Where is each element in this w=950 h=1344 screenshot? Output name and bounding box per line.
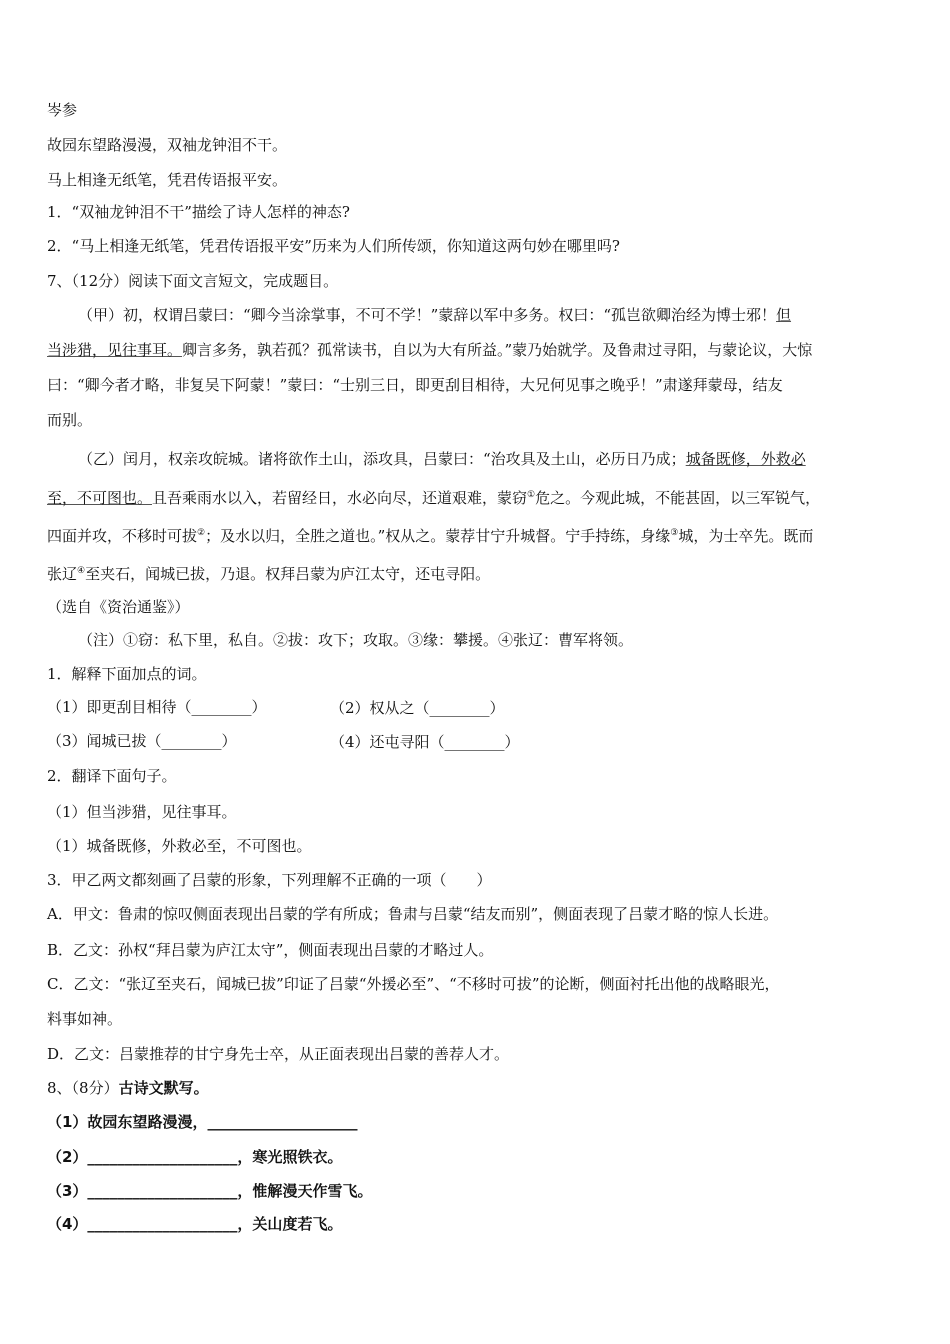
poem-author: 岑参 — [47, 101, 78, 119]
recite-item: （4）____________________，关山度若飞。 — [47, 1215, 343, 1233]
translate-item: （1）但当涉猎，见往事耳。 — [47, 803, 237, 821]
text: （乙）闰月，权亲攻皖城。诸将欲作土山，添攻具，吕蒙曰：“治攻具及土山，必历日乃成； — [78, 450, 686, 468]
text: 张辽 — [47, 565, 78, 583]
recite-item: （1）故园东望路漫漫，____________________ — [47, 1113, 358, 1131]
option-c: C．乙文：“张辽至夹石，闻城已拔”印证了吕蒙“外援必至”、“不移时可拔”的论断，侧面衬托出他的战略眼光， — [47, 975, 780, 993]
text: ；及水以归，全胜之道也。”权从之。蒙荐甘宁升城督。宁手持练，身缘 — [205, 527, 671, 545]
question-heading: 7、（12分）阅读下面文言短文，完成题目。 — [47, 272, 339, 290]
blank-item: （2）权从之（________） — [330, 699, 505, 717]
sub-question: 1．解释下面加点的词。 — [47, 665, 207, 683]
question: 1．“双袖龙钟泪不干”描绘了诗人怎样的神态? — [47, 203, 350, 221]
text: 四面并攻，不移时可拔 — [47, 527, 198, 545]
option-d: D．乙文：吕蒙推荐的甘宁身先士卒，从正面表现出吕蒙的善荐人才。 — [47, 1045, 510, 1063]
poem-line: 故园东望路漫漫，双袖龙钟泪不干。 — [47, 136, 288, 154]
footnote-mark: ④ — [77, 566, 86, 576]
text: 卿言多务，孰若孤？孤常读书，自以为大有所益。”蒙乃始就学。及鲁肃过寻阳，与蒙论议，大惊 — [182, 341, 813, 359]
option-a: A．甲文：鲁肃的惊叹侧面表现出吕蒙的学有所成；鲁肃与吕蒙“结友而别”，侧面表现了吕蒙才略的惊人长进。 — [47, 905, 779, 923]
footnote-mark: ② — [197, 528, 206, 538]
footnote-mark: ③ — [670, 528, 679, 538]
question-heading — [47, 1078, 209, 1098]
option-b: B．乙文：孙权“拜吕蒙为庐江太守”，侧面表现出吕蒙的才略过人。 — [47, 941, 494, 959]
blank-item: （4）还屯寻阳（________） — [330, 733, 520, 751]
footnote-mark: ① — [527, 490, 536, 500]
text: 古诗文默写。 — [118, 1079, 209, 1097]
sub-question: 2．翻译下面句子。 — [47, 767, 177, 785]
recite-item: （2）____________________，寒光照铁衣。 — [47, 1148, 343, 1166]
text: （甲）初，权谓吕蒙曰：“卿今当涂掌事，不可不学！”蒙辞以军中多务。权曰：“孤岂欲卿治经为博士邪！ — [78, 306, 777, 324]
source: （选自《资治通鉴》） — [47, 598, 190, 616]
blank-item: （1）即更刮目相待（________） — [47, 698, 267, 716]
text: 危之。今观此城，不能甚固，以三军锐气， — [535, 489, 821, 507]
recite-item: （3）____________________，惟解漫天作雪飞。 — [47, 1182, 373, 1200]
passage-yi-line — [47, 561, 490, 584]
text: 且吾乘雨水以入，若留经日，水必向尽，还道艰难，蒙窃 — [152, 489, 528, 507]
underlined-text: 至，不可图也。 — [47, 489, 153, 507]
passage-yi-line — [47, 485, 820, 508]
passage-jia-line — [78, 305, 791, 325]
underlined-text: 当涉猎，见往事耳。 — [47, 341, 183, 359]
sub-question: 3．甲乙两文都刻画了吕蒙的形象，下列理解不正确的一项（ ） — [47, 871, 492, 889]
text: 8、（8分） — [47, 1079, 119, 1097]
blank-item: （3）闻城已拔（________） — [47, 732, 237, 750]
poem-line: 马上相逢无纸笔，凭君传语报平安。 — [47, 171, 288, 189]
passage-yi-line — [78, 449, 806, 469]
underlined-text: 城备既修，外救必 — [685, 450, 806, 468]
passage-jia-line — [47, 340, 812, 360]
passage-jia-line: 而别。 — [47, 411, 93, 429]
text: 至夹石，闻城已拔，乃退。权拜吕蒙为庐江太守，还屯寻阳。 — [85, 565, 491, 583]
underlined-text: 但 — [776, 306, 792, 324]
notes: （注）①窃：私下里，私自。②拔：攻下；攻取。③缘：攀援。④张辽：曹军将领。 — [78, 631, 634, 649]
passage-yi-line — [47, 523, 813, 546]
text: 城，为士卒先。既而 — [678, 527, 814, 545]
translate-item: （1）城备既修，外救必至，不可图也。 — [47, 837, 312, 855]
question: 2．“马上相逢无纸笔，凭君传语报平安”历来为人们所传颂，你知道这两句妙在哪里吗? — [47, 237, 620, 255]
passage-jia-line: 曰：“卿今者才略，非复吴下阿蒙！”蒙曰：“士别三日，即更刮目相待，大兄何见事之晚乎！”肃遂拜蒙母，结友 — [47, 376, 783, 394]
option-c-cont: 料事如神。 — [47, 1010, 123, 1028]
